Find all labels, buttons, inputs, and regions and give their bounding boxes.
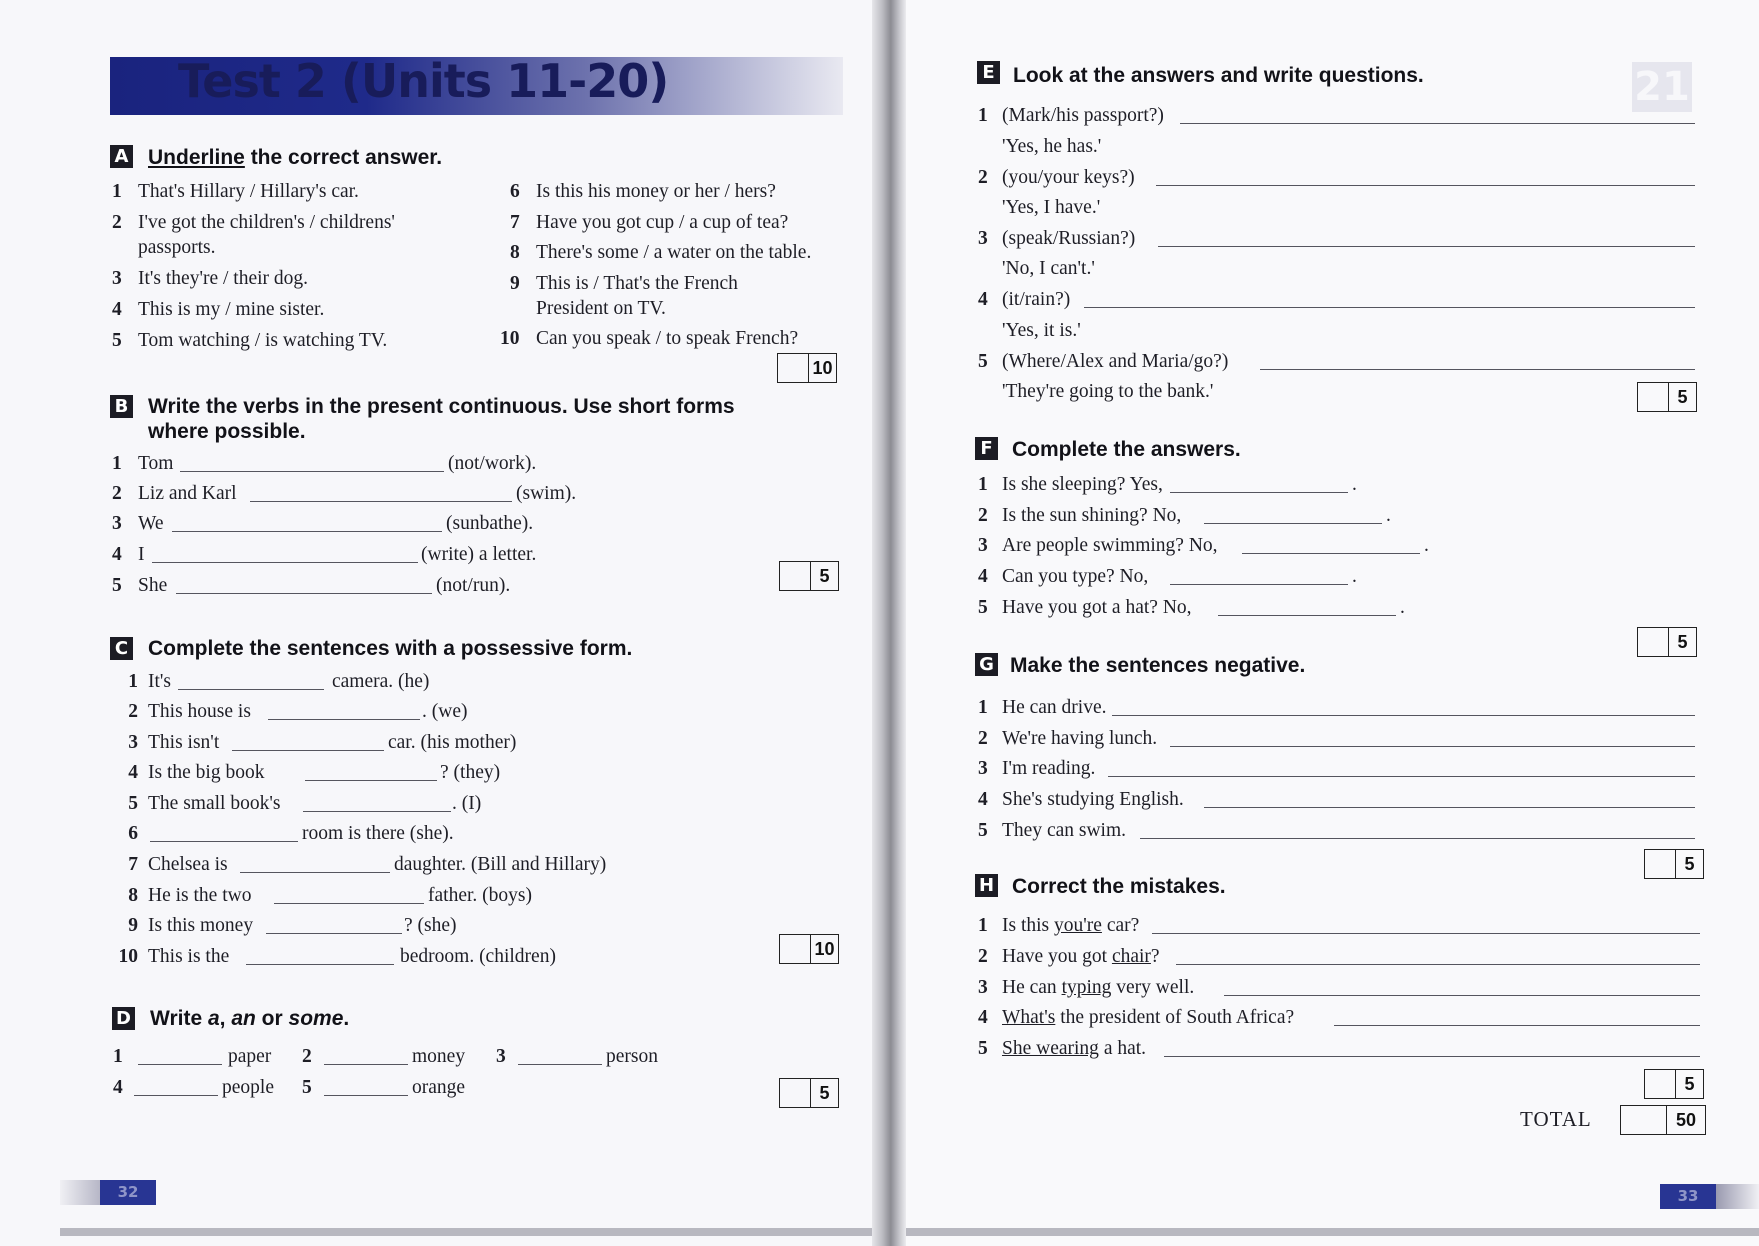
- section-g-item-3: 3 I'm reading.: [978, 758, 1096, 779]
- section-b-title-1: Write the verbs in the present continuous. Use short forms: [148, 395, 735, 418]
- section-b-title-2: where possible.: [148, 420, 306, 443]
- section-c-item-10: 10 This is the: [118, 946, 230, 967]
- section-d-item-3: 3: [496, 1046, 506, 1067]
- section-a-item-1: 1 That's Hillary / Hillary's car.: [112, 181, 359, 202]
- section-f-blank-3[interactable]: [1242, 553, 1420, 554]
- section-b-letter: B: [110, 395, 133, 418]
- section-f-item-4-end: .: [1352, 566, 1357, 587]
- section-h-score-box[interactable]: [1644, 1069, 1704, 1099]
- section-a-item-4: 4 This is my / mine sister.: [112, 299, 325, 320]
- section-f-blank-4[interactable]: [1170, 584, 1348, 585]
- section-d-blank-5[interactable]: [324, 1095, 408, 1096]
- section-d-item-2-word: money: [412, 1046, 466, 1067]
- section-f-score: 5: [1668, 628, 1696, 656]
- section-b-blank-5[interactable]: [176, 593, 432, 594]
- section-e-blank-2[interactable]: [1156, 185, 1695, 186]
- section-e-answer-1: 'Yes, he has.': [1002, 136, 1102, 157]
- section-e-blank-5[interactable]: [1260, 369, 1695, 370]
- section-c-item-3: 3 This isn't: [128, 732, 220, 753]
- section-f-item-3-end: .: [1424, 535, 1429, 556]
- section-a-item-7: 7 Have you got cup / a cup of tea?: [510, 212, 789, 233]
- section-g-blank-2[interactable]: [1170, 746, 1695, 747]
- section-c-item-9-cue: ? (she): [404, 915, 457, 936]
- section-g-title: Make the sentences negative.: [1010, 654, 1306, 677]
- section-b-item-1-verb: (not/work).: [448, 453, 537, 474]
- section-e-answer-3: 'No, I can't.': [1002, 258, 1095, 279]
- section-c-item-8: 8 He is the two: [128, 885, 252, 906]
- section-c-item-3-cue: car. (his mother): [388, 732, 517, 753]
- section-a-item-5: 5 Tom watching / is watching TV.: [112, 330, 388, 351]
- section-a-letter: A: [110, 145, 133, 168]
- section-e-item-4: 4 (it/rain?): [978, 289, 1071, 310]
- section-c-blank-3[interactable]: [232, 750, 384, 751]
- section-c-blank-5[interactable]: [303, 811, 451, 812]
- section-f-score-box[interactable]: [1637, 627, 1697, 657]
- section-f-item-5: 5 Have you got a hat? No,: [978, 597, 1192, 618]
- section-d-item-1-word: paper: [228, 1046, 272, 1067]
- section-f-letter: F: [975, 437, 998, 460]
- section-c-blank-4[interactable]: [305, 780, 437, 781]
- section-g-letter: G: [975, 653, 998, 676]
- section-d-score: 5: [810, 1079, 838, 1107]
- section-b-item-4-verb: (write) a letter.: [421, 544, 537, 565]
- section-e-answer-2: 'Yes, I have.': [1002, 197, 1101, 218]
- section-g-blank-5[interactable]: [1140, 838, 1695, 839]
- section-b-item-3: 3 We: [112, 513, 164, 534]
- section-f-item-4: 4 Can you type? No,: [978, 566, 1149, 587]
- section-b-score: 5: [810, 562, 838, 590]
- section-h-blank-4[interactable]: [1334, 1025, 1700, 1026]
- section-d-item-2: 2: [302, 1046, 312, 1067]
- section-h-error-4: What's: [1002, 1007, 1056, 1028]
- section-d-item-5: 5: [302, 1077, 312, 1098]
- section-b-item-2-verb: (swim).: [516, 483, 577, 504]
- section-e-item-5: 5 (Where/Alex and Maria/go?): [978, 351, 1229, 372]
- section-c-item-2: 2 This house is: [128, 701, 251, 722]
- section-c-item-6-cue: room is there (she).: [302, 823, 454, 844]
- section-c-item-7: 7 Chelsea is: [128, 854, 228, 875]
- section-h-item-2: 2 Have you got chair?: [978, 946, 1160, 967]
- section-b-item-1: 1 Tom: [112, 453, 174, 474]
- section-c-blank-9[interactable]: [266, 933, 402, 934]
- section-f-item-5-end: .: [1400, 597, 1405, 618]
- section-d-item-4: 4: [113, 1077, 123, 1098]
- section-c-item-9: 9 Is this money: [128, 915, 254, 936]
- section-e-item-2: 2 (you/your keys?): [978, 167, 1135, 188]
- section-c-item-4-cue: ? (they): [440, 762, 501, 783]
- right-page-number-tab-fade: [1716, 1184, 1759, 1209]
- section-a-item-10: 10 Can you speak / to speak French?: [500, 328, 799, 349]
- section-d-score-box[interactable]: [779, 1078, 839, 1108]
- section-b-blank-4[interactable]: [152, 562, 418, 563]
- section-h-item-3: 3 He can typing very well.: [978, 977, 1195, 998]
- section-b-blank-1[interactable]: [180, 471, 444, 472]
- left-page-number: 32: [100, 1180, 156, 1205]
- section-b-item-4: 4 I: [112, 544, 145, 565]
- section-d-item-5-word: orange: [412, 1077, 466, 1098]
- section-d-blank-4[interactable]: [134, 1095, 218, 1096]
- page-title: Test 2 (Units 11-20): [178, 54, 669, 108]
- section-e-score-box[interactable]: [1637, 382, 1697, 412]
- section-c-blank-10[interactable]: [246, 964, 394, 965]
- section-a-item-9-cont: President on TV.: [536, 298, 666, 319]
- section-f-title: Complete the answers.: [1012, 438, 1241, 461]
- section-f-blank-2[interactable]: [1204, 523, 1382, 524]
- section-c-item-7-cue: daughter. (Bill and Hillary): [394, 854, 607, 875]
- section-a-item-3: 3 It's they're / their dog.: [112, 268, 309, 289]
- section-h-title: Correct the mistakes.: [1012, 875, 1226, 898]
- section-a-title-underline: Underline: [148, 146, 245, 169]
- section-a-score: 10: [808, 354, 836, 382]
- section-h-letter: H: [975, 874, 998, 897]
- section-g-item-1: 1 He can drive.: [978, 697, 1107, 718]
- section-d-letter: D: [112, 1007, 135, 1030]
- section-a-item-2: 2 I've got the children's / childrens': [112, 212, 395, 233]
- section-f-blank-5[interactable]: [1218, 615, 1396, 616]
- section-g-item-5: 5 They can swim.: [978, 820, 1127, 841]
- left-footer-bar: [60, 1228, 872, 1236]
- section-d-item-3-word: person: [606, 1046, 658, 1067]
- section-b-score-box[interactable]: [779, 561, 839, 591]
- section-c-blank-1[interactable]: [178, 689, 324, 690]
- section-a-item-2-cont: passports.: [138, 237, 216, 258]
- section-b-blank-2[interactable]: [250, 501, 512, 502]
- section-h-error-1: you're: [1054, 915, 1102, 936]
- section-e-answer-4: 'Yes, it is.': [1002, 320, 1081, 341]
- section-c-blank-6[interactable]: [150, 841, 298, 842]
- section-h-blank-1[interactable]: [1152, 933, 1700, 934]
- section-h-error-2: chair: [1111, 946, 1151, 967]
- section-c-item-5-cue: . (I): [452, 793, 482, 814]
- section-d-blank-1[interactable]: [138, 1064, 222, 1065]
- section-b-item-5: 5 She: [112, 575, 168, 596]
- section-g-item-2: 2 We're having lunch.: [978, 728, 1158, 749]
- section-e-item-1: 1 (Mark/his passport?): [978, 105, 1164, 126]
- section-a-score-box[interactable]: [777, 353, 837, 383]
- section-e-title: Look at the answers and write questions.: [1013, 64, 1424, 87]
- section-c-blank-8[interactable]: [274, 903, 424, 904]
- section-f-item-2: 2 Is the sun shining? No,: [978, 505, 1182, 526]
- section-h-blank-2[interactable]: [1176, 964, 1700, 965]
- section-c-letter: C: [110, 637, 133, 660]
- section-a-item-6: 6 Is this his money or her / hers?: [510, 181, 776, 202]
- section-d-title: Write a, an or some.: [150, 1007, 350, 1030]
- section-h-blank-3[interactable]: [1224, 995, 1700, 996]
- section-e-blank-4[interactable]: [1084, 307, 1695, 308]
- section-c-item-5: 5 The small book's: [128, 793, 281, 814]
- section-d-blank-3[interactable]: [518, 1064, 602, 1065]
- section-g-blank-4[interactable]: [1204, 807, 1695, 808]
- section-g-score: 5: [1675, 850, 1703, 878]
- section-h-error-5: She wearing: [1002, 1038, 1099, 1059]
- section-c-item-4: 4 Is the big book: [128, 762, 265, 783]
- book-spine: [872, 0, 906, 1246]
- section-f-item-1: 1 Is she sleeping? Yes,: [978, 474, 1163, 495]
- section-e-score: 5: [1668, 383, 1696, 411]
- section-h-score: 5: [1675, 1070, 1703, 1098]
- section-h-blank-5[interactable]: [1164, 1056, 1700, 1057]
- section-b-blank-3[interactable]: [172, 531, 442, 532]
- section-d-blank-2[interactable]: [324, 1064, 408, 1065]
- section-f-blank-1[interactable]: [1170, 492, 1348, 493]
- section-c-title: Complete the sentences with a possessive form.: [148, 637, 633, 660]
- total-label: TOTAL: [1520, 1107, 1592, 1131]
- section-e-answer-5: 'They're going to the bank.': [1002, 381, 1214, 402]
- section-c-item-10-cue: bedroom. (children): [400, 946, 556, 967]
- section-b-item-5-verb: (not/run).: [436, 575, 511, 596]
- section-c-item-1: 1 It's: [128, 671, 172, 692]
- section-a-item-8: 8 There's some / a water on the table.: [510, 242, 812, 263]
- corner-page-number: 21: [1632, 62, 1692, 112]
- section-d-item-4-word: people: [222, 1077, 274, 1098]
- section-f-item-2-end: .: [1386, 505, 1391, 526]
- section-g-score-box[interactable]: [1644, 849, 1704, 879]
- section-c-score: 10: [810, 935, 838, 963]
- section-b-item-3-verb: (sunbathe).: [446, 513, 534, 534]
- section-d-item-1: 1: [113, 1046, 123, 1067]
- section-c-blank-7[interactable]: [240, 872, 390, 873]
- section-c-score-box[interactable]: [779, 934, 839, 964]
- section-b-item-2: 2 Liz and Karl: [112, 483, 237, 504]
- section-c-item-1-cue: camera. (he): [332, 671, 430, 692]
- section-c-item-8-cue: father. (boys): [428, 885, 532, 906]
- section-g-blank-1[interactable]: [1112, 715, 1695, 716]
- section-h-item-1: 1 Is this you're car?: [978, 915, 1140, 936]
- section-g-item-4: 4 She's studying English.: [978, 789, 1184, 810]
- section-c-blank-2[interactable]: [268, 719, 420, 720]
- section-f-item-1-end: .: [1352, 474, 1357, 495]
- section-e-blank-1[interactable]: [1180, 123, 1695, 124]
- section-a-title-rest: the correct answer.: [244, 146, 443, 169]
- right-page-number: 33: [1660, 1184, 1716, 1209]
- section-c-item-6: 6: [128, 823, 138, 844]
- section-e-letter: E: [977, 61, 1000, 84]
- right-footer-bar: [906, 1228, 1759, 1236]
- section-a-item-9: 9 This is / That's the French: [510, 273, 738, 294]
- section-h-error-3: typing: [1061, 977, 1112, 998]
- section-a-title: [148, 145, 442, 170]
- total-score: 50: [1666, 1106, 1705, 1134]
- section-c-item-2-cue: . (we): [422, 701, 468, 722]
- section-h-item-5: 5 She wearing a hat.: [978, 1038, 1147, 1059]
- section-e-blank-3[interactable]: [1158, 246, 1695, 247]
- section-h-item-4: 4 What's the president of South Africa?: [978, 1007, 1295, 1028]
- section-f-item-3: 3 Are people swimming? No,: [978, 535, 1218, 556]
- section-g-blank-3[interactable]: [1108, 776, 1695, 777]
- section-e-item-3: 3 (speak/Russian?): [978, 228, 1136, 249]
- total-score-box[interactable]: [1620, 1105, 1706, 1135]
